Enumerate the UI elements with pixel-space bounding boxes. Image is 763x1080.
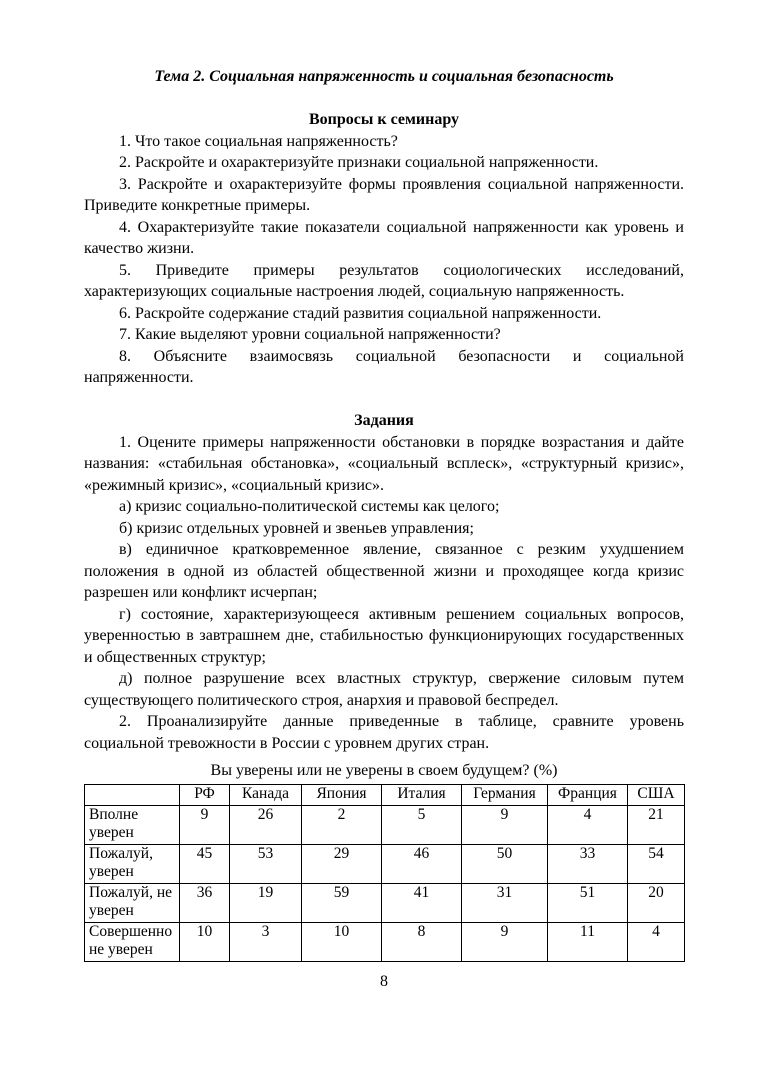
cell-value: 36 (180, 883, 230, 922)
cell-value: 10 (180, 922, 230, 961)
header-japan: Япония (302, 784, 382, 805)
table-row (85, 805, 685, 844)
table-header-row (85, 784, 685, 805)
cell-value: 33 (548, 844, 628, 883)
header-germany: Германия (462, 784, 548, 805)
table-row (85, 883, 685, 922)
seminar-question-8: 8. Объясните взаимосвязь социальной безопасности и социальной напряженности. (84, 347, 684, 386)
cell-value: 3 (230, 922, 302, 961)
seminar-question-5: 5. Приведите примеры результатов социологических исследований, характеризующих социальные настроения людей, социальную напряженность. (84, 261, 684, 300)
task-1: 1. Оцените примеры напряженности обстановки в порядке возрастания и дайте названия: «стабильная обстановка», «социальный всплеск», «структурный кризис», «режимный кризис», «социальный кризис». (84, 433, 684, 494)
cell-value: 4 (548, 805, 628, 844)
cell-value: 11 (548, 922, 628, 961)
seminar-question-1: 1. Что такое социальная напряженность? (119, 132, 398, 150)
seminar-heading: Вопросы к семинару (308, 111, 460, 128)
cell-value: 51 (548, 883, 628, 922)
survey-table (84, 784, 685, 962)
header-italy: Италия (382, 784, 462, 805)
cell-value: 5 (382, 805, 462, 844)
seminar-question-4: 4. Охарактеризуйте такие показатели социальной напряженности как уровень и качество жизни. (84, 218, 684, 257)
cell-value: 9 (462, 805, 548, 844)
header-usa: США (628, 784, 685, 805)
cell-value: 41 (382, 883, 462, 922)
tasks-heading: Задания (354, 412, 414, 429)
header-canada: Канада (230, 784, 302, 805)
seminar-question-7: 7. Какие выделяют уровни социальной напряженности? (119, 326, 501, 343)
cell-value: 19 (230, 883, 302, 922)
cell-value: 4 (628, 922, 685, 961)
cell-value: 9 (180, 805, 230, 844)
task-1-option-v: в) единичное кратковременное явление, связанное с резким ухудшением положения в одной из областей общественной жизни и проходящее когда кризис разрешен или конфликт исчерпан; (84, 541, 684, 601)
row-label: Совершенно не уверен (85, 922, 180, 961)
table-row (85, 922, 685, 961)
task-1-option-d: д) полное разрушение всех властных структур, свержение силовым путем существующего политического строя, анархия и правовой беспредел. (84, 670, 684, 709)
cell-value: 46 (382, 844, 462, 883)
header-empty (85, 784, 180, 805)
cell-value: 26 (230, 805, 302, 844)
task-1-option-g: г) состояние, характеризующееся активным решением социальных вопросов, уверенностью в завтрашнем дне, стабильностью функционирующих государственных и общественных структур; (84, 605, 684, 666)
page-number: 8 (380, 972, 388, 990)
cell-value: 21 (628, 805, 685, 844)
row-label: Пожалуй, не уверен (85, 883, 180, 922)
cell-value: 45 (180, 844, 230, 883)
row-label: Вполне уверен (85, 805, 180, 844)
cell-value: 2 (302, 805, 382, 844)
seminar-question-6: 6. Раскройте содержание стадий развития социальной напряженности. (119, 304, 602, 322)
table-caption: Вы уверены или не уверены в своем будущем? (%) (210, 762, 558, 779)
cell-value: 29 (302, 844, 382, 883)
cell-value: 54 (628, 844, 685, 883)
cell-value: 53 (230, 844, 302, 883)
cell-value: 8 (382, 922, 462, 961)
task-2: 2. Проанализируйте данные приведенные в таблице, сравните уровень социальной тревожности в России с уровнем других стран. (84, 713, 684, 752)
task-1-option-b: б) кризис отдельных уровней и звеньев управления; (119, 519, 474, 537)
seminar-question-2: 2. Раскройте и охарактеризуйте признаки социальной напряженности. (119, 154, 599, 171)
header-france: Франция (548, 784, 628, 805)
header-rf: РФ (180, 784, 230, 805)
seminar-question-3: 3. Раскройте и охарактеризуйте формы проявления социальной напряженности. Приведите конкретные примеры. (84, 175, 684, 214)
cell-value: 59 (302, 883, 382, 922)
cell-value: 10 (302, 922, 382, 961)
cell-value: 31 (462, 883, 548, 922)
row-label: Пожалуй, уверен (85, 844, 180, 883)
cell-value: 20 (628, 883, 685, 922)
cell-value: 50 (462, 844, 548, 883)
page-title: Тема 2. Социальная напряженность и социальная безопасность (154, 68, 614, 85)
table-row (85, 844, 685, 883)
cell-value: 9 (462, 922, 548, 961)
task-1-option-a: а) кризис социально-политической системы как целого; (119, 498, 500, 515)
